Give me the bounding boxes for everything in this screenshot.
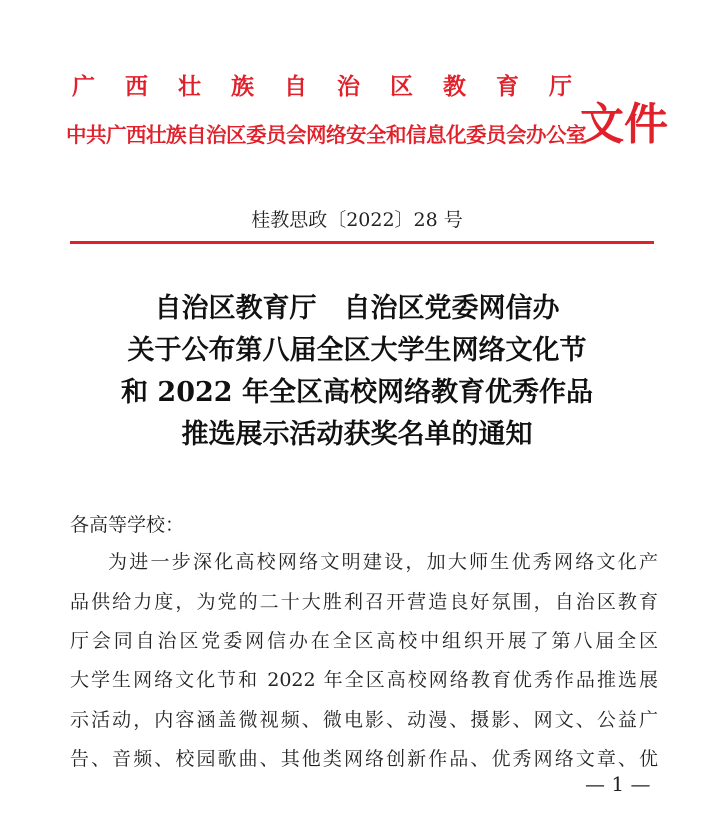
title-line: 推选展示活动获奖名单的通知	[181, 419, 533, 450]
body-line: 为进一步深化高校网络文明建设，加大师生优秀网络文化产	[108, 551, 658, 573]
org-char: 自	[284, 73, 307, 100]
org-char: 族	[231, 73, 254, 100]
body-line: 品供给力度，为党的二十大胜利召开营造良好氛围，自治区教育	[70, 591, 658, 613]
body-line: 大学生网络文化节和 2022 年全区高校网络教育优秀作品推选展	[70, 669, 658, 691]
org-char: 育	[496, 73, 519, 100]
body-line: 厅会同自治区党委网信办在全区高校中组织开展了第八届全区	[70, 630, 658, 652]
document-type-label: 文件	[580, 99, 668, 150]
header-divider	[70, 241, 654, 244]
title-line: 和 2022 年全区高校网络教育优秀作品	[121, 377, 593, 408]
issuing-org-line2: 中共广西壮族自治区委员会网络安全和信息化委员会办公室	[66, 123, 586, 147]
org-char: 壮	[178, 73, 201, 100]
org-char: 广	[72, 73, 95, 100]
page-number: — 1 —	[585, 772, 651, 796]
document-title	[0, 288, 714, 456]
org-char: 西	[125, 73, 148, 100]
issuing-org-line1	[72, 68, 572, 101]
salutation: 各高等学校：	[70, 514, 185, 536]
body-line: 示活动，内容涵盖微视频、微电影、动漫、摄影、网文、公益广	[70, 709, 658, 731]
document-number: 桂教思政〔2022〕28 号	[251, 209, 463, 231]
body-line: 告、音频、校园歌曲、其他类网络创新作品、优秀网络文章、优	[70, 748, 658, 770]
org-char: 区	[390, 73, 413, 100]
org-char: 厅	[549, 73, 572, 100]
org-char: 教	[443, 73, 466, 100]
title-line: 关于公布第八届全区大学生网络文化节	[127, 335, 587, 366]
title-line: 自治区教育厅 自治区党委网信办	[154, 293, 560, 324]
org-char: 治	[337, 73, 360, 100]
